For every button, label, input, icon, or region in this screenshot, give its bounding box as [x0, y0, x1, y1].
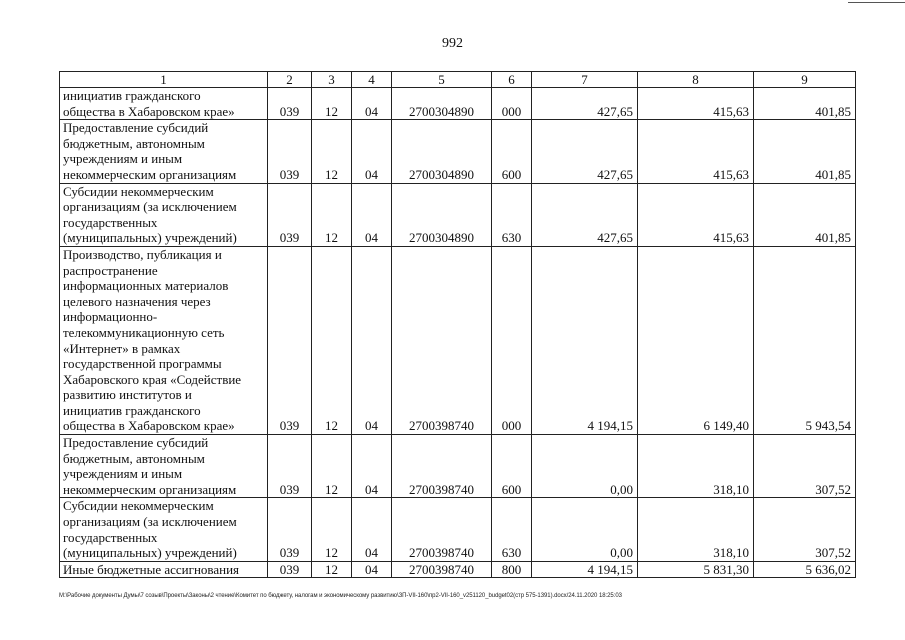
item-name-line: Хабаровского края «Содействие — [63, 371, 242, 387]
amount-2021-cell: 0,00 — [532, 435, 638, 498]
item-name-line: учреждениям и иным — [63, 466, 183, 482]
column-header: 4 — [352, 72, 392, 88]
section-cell: 12 — [312, 435, 352, 498]
item-name-cell — [60, 561, 268, 578]
table-row — [60, 246, 856, 434]
table-row — [60, 561, 856, 578]
target-article-cell: 2700304890 — [392, 183, 492, 246]
item-name-line: инициатив гражданского — [63, 402, 201, 418]
item-name-line: «Интернет» в рамках — [63, 340, 181, 356]
budget-table — [59, 71, 856, 578]
amount-2022-cell: 318,10 — [638, 498, 754, 561]
amount-2021-cell: 4 194,15 — [532, 561, 638, 578]
table-row — [60, 88, 856, 120]
section-cell: 12 — [312, 246, 352, 434]
column-header: 7 — [532, 72, 638, 88]
expense-type-cell: 800 — [492, 561, 532, 578]
item-name-line: Предоставление субсидий — [63, 435, 209, 451]
subsection-cell: 04 — [352, 561, 392, 578]
item-name-line: телекоммуникационную сеть — [63, 324, 225, 340]
expense-type-cell: 630 — [492, 498, 532, 561]
admin-code-cell: 039 — [268, 88, 312, 120]
admin-code-cell: 039 — [268, 498, 312, 561]
subsection-cell: 04 — [352, 183, 392, 246]
column-header: 5 — [392, 72, 492, 88]
amount-2021-cell: 427,65 — [532, 183, 638, 246]
item-name-line: инициатив гражданского — [63, 88, 201, 103]
table-row — [60, 498, 856, 561]
target-article-cell: 2700398740 — [392, 561, 492, 578]
amount-2022-cell: 318,10 — [638, 435, 754, 498]
amount-2023-cell: 401,85 — [754, 183, 856, 246]
item-name-line: (муниципальных) учреждений) — [63, 230, 237, 246]
section-cell: 12 — [312, 88, 352, 120]
admin-code-cell: 039 — [268, 435, 312, 498]
expense-type-cell: 000 — [492, 246, 532, 434]
admin-code-cell: 039 — [268, 183, 312, 246]
amount-2022-cell: 415,63 — [638, 183, 754, 246]
target-article-cell: 2700398740 — [392, 435, 492, 498]
target-article-cell: 2700398740 — [392, 246, 492, 434]
item-name-line: общества в Хабаровском крае» — [63, 418, 235, 434]
item-name-line: Субсидии некоммерческим — [63, 498, 214, 514]
item-name-cell — [60, 88, 268, 120]
section-cell: 12 — [312, 183, 352, 246]
item-name-cell — [60, 183, 268, 246]
column-header: 3 — [312, 72, 352, 88]
amount-2023-cell: 5 636,02 — [754, 561, 856, 578]
amount-2022-cell: 415,63 — [638, 88, 754, 120]
subsection-cell: 04 — [352, 435, 392, 498]
expense-type-cell: 000 — [492, 88, 532, 120]
corner-rule — [848, 2, 905, 3]
item-name-line: бюджетным, автономным — [63, 135, 205, 151]
target-article-cell: 2700304890 — [392, 88, 492, 120]
column-header: 9 — [754, 72, 856, 88]
item-name-line: (муниципальных) учреждений) — [63, 545, 237, 561]
item-name-line: учреждениям и иным — [63, 151, 183, 167]
table-row — [60, 183, 856, 246]
admin-code-cell: 039 — [268, 120, 312, 183]
amount-2021-cell: 0,00 — [532, 498, 638, 561]
subsection-cell: 04 — [352, 120, 392, 183]
admin-code-cell: 039 — [268, 561, 312, 578]
table-row — [60, 435, 856, 498]
item-name-line: бюджетным, автономным — [63, 450, 205, 466]
item-name-cell — [60, 435, 268, 498]
item-name-line: информационных материалов — [63, 278, 229, 294]
column-header: 6 — [492, 72, 532, 88]
column-number-row — [60, 72, 856, 88]
column-header: 2 — [268, 72, 312, 88]
amount-2023-cell: 307,52 — [754, 435, 856, 498]
item-name-line: Субсидии некоммерческим — [63, 183, 214, 199]
item-name-cell — [60, 120, 268, 183]
column-header: 8 — [638, 72, 754, 88]
amount-2022-cell: 415,63 — [638, 120, 754, 183]
amount-2023-cell: 401,85 — [754, 120, 856, 183]
item-name-line: некоммерческим организациям — [63, 166, 237, 182]
expense-type-cell: 600 — [492, 120, 532, 183]
amount-2023-cell: 401,85 — [754, 88, 856, 120]
admin-code-cell: 039 — [268, 246, 312, 434]
expense-type-cell: 600 — [492, 435, 532, 498]
amount-2021-cell: 427,65 — [532, 88, 638, 120]
amount-2023-cell: 307,52 — [754, 498, 856, 561]
item-name-line: Производство, публикация и — [63, 246, 222, 262]
subsection-cell: 04 — [352, 246, 392, 434]
item-name-line: распространение — [63, 262, 158, 278]
item-name-line: организациям (за исключением — [63, 514, 237, 530]
item-name-line: государственной программы — [63, 356, 222, 372]
subsection-cell: 04 — [352, 498, 392, 561]
item-name-line: общества в Хабаровском крае» — [63, 103, 235, 119]
amount-2021-cell: 427,65 — [532, 120, 638, 183]
amount-2022-cell: 6 149,40 — [638, 246, 754, 434]
column-header: 1 — [60, 72, 268, 88]
document-file-path: M:\Рабочие документы Думы\7 созыв\Проекты\Законы\2 чтение\Комитет по бюджету, налогам и экономическому развитию\ЗП-VII-160\пр2-VII-160_v251120_budget02(стр 575-1391).docx/24.11.2020 18:25:03 — [59, 593, 622, 599]
target-article-cell: 2700304890 — [392, 120, 492, 183]
expense-type-cell: 630 — [492, 183, 532, 246]
item-name-line: Иные бюджетные ассигнования — [63, 561, 240, 577]
target-article-cell: 2700398740 — [392, 498, 492, 561]
item-name-line: развитию институтов и — [63, 387, 192, 403]
page-number: 992 — [442, 36, 463, 51]
item-name-line: государственных — [63, 214, 158, 230]
item-name-line: некоммерческим организациям — [63, 481, 237, 497]
item-name-cell — [60, 498, 268, 561]
amount-2022-cell: 5 831,30 — [638, 561, 754, 578]
item-name-line: организациям (за исключением — [63, 199, 237, 215]
item-name-line: государственных — [63, 529, 158, 545]
item-name-line: целевого назначения через — [63, 293, 211, 309]
amount-2021-cell: 4 194,15 — [532, 246, 638, 434]
section-cell: 12 — [312, 120, 352, 183]
amount-2023-cell: 5 943,54 — [754, 246, 856, 434]
item-name-line: Предоставление субсидий — [63, 120, 209, 136]
subsection-cell: 04 — [352, 88, 392, 120]
table-row — [60, 120, 856, 183]
item-name-cell — [60, 246, 268, 434]
section-cell: 12 — [312, 498, 352, 561]
section-cell: 12 — [312, 561, 352, 578]
item-name-line: информационно- — [63, 309, 158, 325]
